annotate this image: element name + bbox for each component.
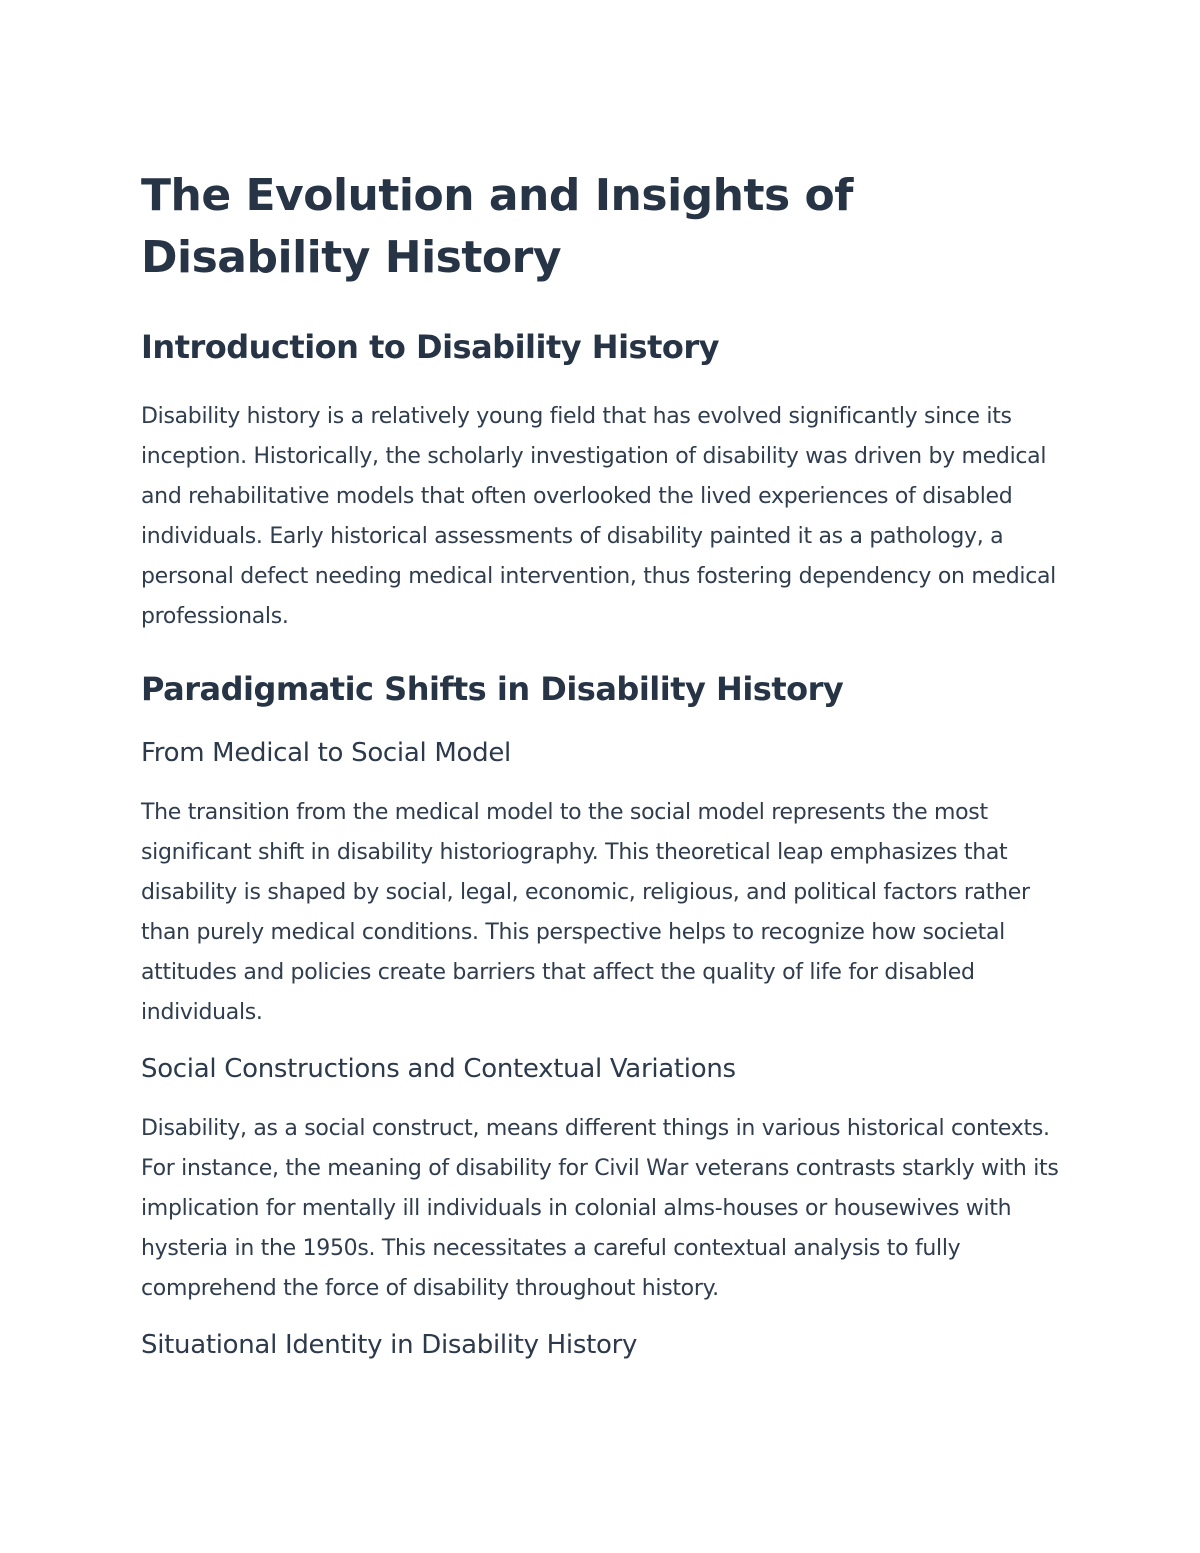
subsection-heading-medical-to-social: From Medical to Social Model: [141, 738, 511, 768]
subsection-heading-social-constructions: Social Constructions and Contextual Variations: [141, 1054, 736, 1084]
section-body-introduction: Disability history is a relatively young field that has evolved significantly since its inception. Historically, the scholarly investigation of disability was driven by medical and rehabilitative models that often overlooked the lived experiences of disabled individuals. Early historical assessments of disability painted it as a pathology, a personal defect needing medical intervention, thus fostering dependency on medical professionals.: [141, 404, 1056, 629]
document-page: [141, 165, 1071, 1363]
subsection-heading-situational-identity: Situational Identity in Disability History: [141, 1330, 638, 1360]
document-title: The Evolution and Insights of Disability History: [141, 170, 853, 283]
section-heading-introduction: Introduction to Disability History: [141, 328, 719, 366]
section-heading-paradigmatic-shifts: Paradigmatic Shifts in Disability History: [141, 670, 844, 708]
subsection-body-social-constructions: Disability, as a social construct, means different things in various historical contexts. For instance, the meaning of disability for Civil War veterans contrasts starkly with its implication for mentally ill individuals in colonial alms-houses or housewives with hysteria in the 1950s. This necessitates a careful contextual analysis to fully comprehend the force of disability throughout history.: [141, 1116, 1059, 1301]
subsection-body-medical-to-social: The transition from the medical model to the social model represents the most significant shift in disability historiography. This theoretical leap emphasizes that disability is shaped by social, legal, economic, religious, and political factors rather than purely medical conditions. This perspective helps to recognize how societal attitudes and policies create barriers that affect the quality of life for disabled individuals.: [141, 800, 1030, 1025]
